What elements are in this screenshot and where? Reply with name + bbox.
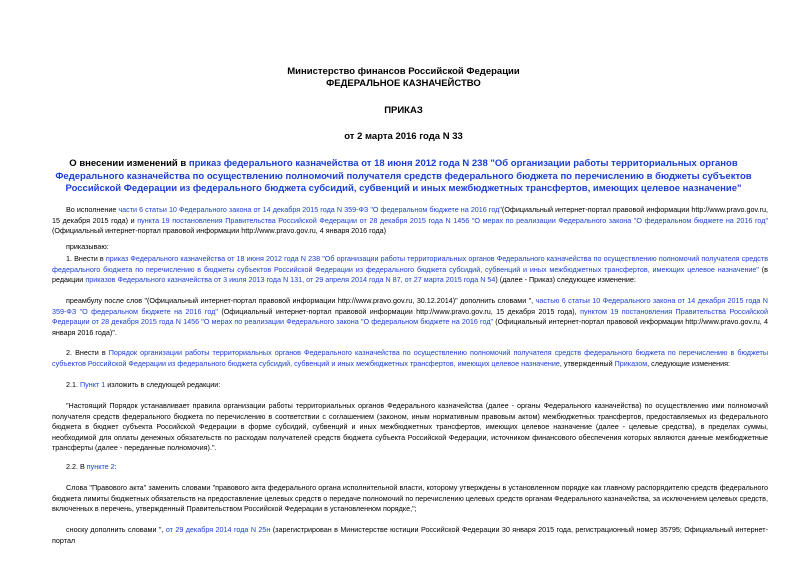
item2-link-procedure[interactable]: Порядок организации работы территориальных органов Федерального казначейства по осуществлению полномочий получателя средств федерального бюджета по перечислению в бюджеты субъектов Российской Федерации из федерального бюджета субсидий, субвенций и иных межбюджетных трансфертов, имеющих целевое назначение [52,348,768,368]
order-word: приказываю: [66,242,109,251]
title-link[interactable]: приказ федерального казначейства от 18 июня 2012 года N 238 "Об организации работы территориальных органов Федерального казначейства по осуществлению полномочий получателя средств федерального бюджета по перечислению в бюджеты субъектов Российской Федерации из федерального бюджета субсидий, субвенций и иных межбюджетных трансфертов, имеющих целевое назначение" [55,158,752,194]
item21-text-1: 2.1. [66,380,80,389]
item1-link-order[interactable]: приказ Федерального казначейства от 18 июня 2012 года N 238 "Об организации работы территориальных органов Федерального казначейства по осуществлению полномочий получателя средств федерального бюджета по перечислению в бюджеты субъектов Российской Федерации из федерального бюджета субсидий, субвенций и иных межбюджетных трансфертов, имеющих целевое назначение" [52,254,769,274]
item1-text-3: ) (далее - Приказ) следующее изменение: [495,275,636,284]
preamble-text-1: преамбулу после слов "(Официальный интернет-портал правовой информации http://www.pravo.gov.ru, 30.12.2014)" дополнить словами ", [66,296,536,305]
quote-1-paragraph: "Настоящий Порядок устанавливает правила организации работы территориальных органов Федерального казначейства (далее - органы Федерального казначейства) по осуществлению ими полномочий получателя средств федерального бюджета по перечислению в соответствии с соглашением (законом, иным нормативным правовым актом) межбюджетных трансфертов, предоставляемых из федерального бюджета в бюджет субъекта Российской Федерации в форме субсидий, субвенций и иных межбюджетных трансфертов, имеющих целевое назначение (далее - целевые средства), в пределах суммы, необходимой для оплаты денежных обязательств по расходам получателей средств бюджета субъекта Российской Федерации, источником финансового обеспечения которых являются данные межбюджетные трансферты (далее - переданные полномочия).". [52,401,768,452]
preamble-text-2: (Официальный интернет-портал правовой информации http://www.pravo.gov.ru, 15 декабря 2015 года), [217,306,581,316]
item2-text-3: , следующие изменения: [647,358,730,368]
doc-title [40,158,767,196]
preamble-link-law[interactable]: частью 6 статьи 10 Федерального закона от 14 декабря 2015 года N 359-ФЗ "О федеральном бюджете на 2016 год" [52,296,768,316]
item21-text-2: изложить в следующей редакции: [105,380,221,389]
item-2-2-paragraph [52,462,768,473]
ministry-name: Министерство финансов Российской Федерации [287,66,520,77]
preamble-link-resolution[interactable]: пунктом 19 постановления Правительства Российской Федерации от 28 декабря 2015 года N 1456 "О мерах по реализации Федерального закона "О федеральном бюджете на 2016 год" [52,306,768,326]
intro-link-law[interactable]: части 6 статьи 10 Федерального закона от 14 декабря 2015 года N 359-ФЗ "О федеральном бюджете на 2016 год" [118,205,502,214]
footnote-text-1: сноску дополнить словами ", [66,525,166,534]
preamble-text-3: (Официальный интернет-портал правовой информации http://www.pravo.gov.ru, 4 января 2016 года)". [52,317,768,337]
intro-paragraph [52,205,768,237]
item1-text-2: (в редакции [52,264,768,284]
item-2-1-paragraph [52,380,768,391]
intro-text-3: (Официальный интернет-портал правовой информации http://www.pravo.gov.ru, 4 января 2016 года) [52,226,387,235]
title-prefix: О внесении изменений в [69,158,189,169]
quote-2-paragraph: Слова "Правового акта" заменить словами "правового акта федерального органа исполнительной власти, которому утверждены в установленном порядке как главному распорядителю средств федерального бюджета лимиты бюджетных обязательств на предоставление целевых средств о передаче полномочий по перечислению целевых средств органам Федерального казначейства, за исключением целевых средств, включенных в перечень, утвержденный Правительством Российской Федерации в установленном порядке,"; [52,483,768,513]
intro-text-2: (Официальный интернет-портал правовой информации http://www.pravo.gov.ru, 15 декабря 2015 года) и [52,205,768,225]
preamble-paragraph [52,296,768,338]
item-2-paragraph [52,348,768,369]
item2-text-2: , утвержденный [559,358,615,368]
item21-link-point[interactable]: Пункт 1 [80,380,106,389]
item1-link-amendments[interactable]: приказов Федерального казначейства от 3 июля 2013 года N 131, от 29 апреля 2014 года N 87, от 27 марта 2015 года N 54 [85,275,496,284]
item22-text-1: 2.2. В [66,462,87,471]
doc-date: от 2 марта 2016 года N 33 [344,131,463,142]
item22-link-point[interactable]: пункте 2 [86,462,115,471]
intro-link-resolution[interactable]: пункта 19 постановления Правительства Российской Федерации от 28 декабря 2015 года N 1456 "О мерах по реализации Федерального закона "О федеральном бюджете на 2016 год" [137,215,768,225]
item2-text-1: 2. Внести в [66,348,109,357]
agency-name: ФЕДЕРАЛЬНОЕ КАЗНАЧЕЙСТВО [326,78,481,89]
footnote-text-2: (зарегистрирован в Министерстве юстиции Российской Федерации 30 января 2015 года, регистрационный номер 35795; Официальный интернет-портал [52,525,768,545]
footnote-paragraph [52,525,768,546]
doc-type: ПРИКАЗ [384,105,423,116]
item-1-paragraph [52,254,768,286]
footnote-link-order[interactable]: от 29 декабря 2014 года N 25н [165,525,271,534]
item22-text-2: : [114,462,117,471]
item1-text-1: 1. Внести в [66,254,106,263]
item2-link-order[interactable]: Приказом [614,358,648,368]
intro-text-1: Во исполнение [66,205,119,214]
